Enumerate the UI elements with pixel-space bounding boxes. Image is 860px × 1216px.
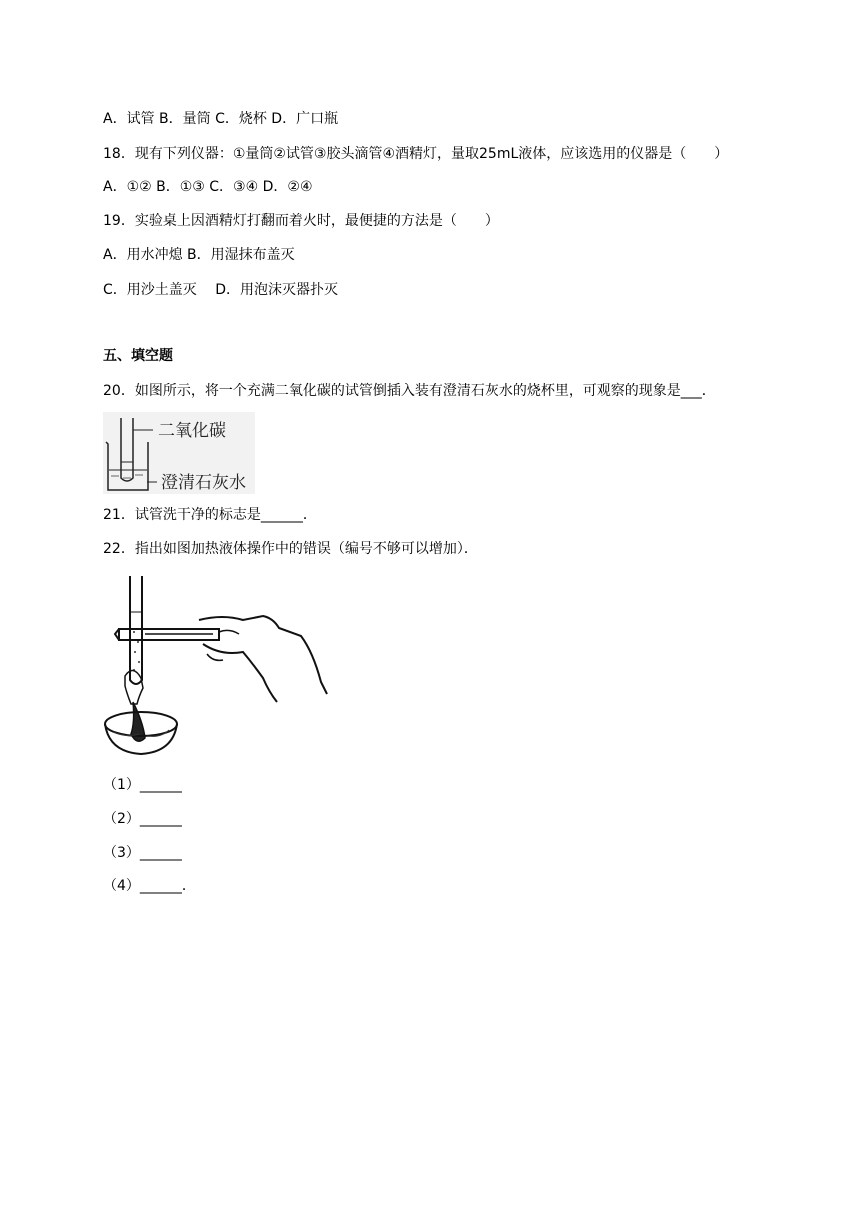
q22-blank-4: （4）______． (103, 878, 196, 894)
section-title: 五、填空题 (103, 348, 173, 364)
q22-figure (103, 572, 331, 758)
limewater-label: 澄清石灰水 (161, 473, 246, 493)
q17-options: A．试管 B．量筒 C．烧杯 D．广口瓶 (103, 111, 339, 127)
q22-blank-3: （3）______ (103, 845, 182, 861)
co2-label: 二氧化碳 (158, 421, 226, 441)
q18-stem: 18．现有下列仪器：①量筒②试管③胶头滴管④酒精灯，量取25mL液体，应该选用的仪器是（ ） (103, 146, 729, 162)
q19-stem: 19．实验桌上因酒精灯打翻而着火时，最便捷的方法是（ ） (103, 213, 499, 229)
q21-stem: 21．试管洗干净的标志是______． (103, 507, 317, 523)
q18-options: A．①② B．①③ C．③④ D．②④ (103, 179, 313, 195)
q19-options-line1: A．用水冲熄 B．用湿抹布盖灭 (103, 247, 295, 263)
heating-test-tube-diagram (103, 572, 331, 758)
q22-blank-1: （1）______ (103, 777, 182, 793)
q20-figure (103, 412, 255, 494)
test-tube-beaker-diagram (103, 412, 255, 494)
q22-stem: 22．指出如图加热液体操作中的错误（编号不够可以增加）． (103, 541, 478, 557)
q19-options-line2: C．用沙土盖灭 D．用泡沫灭器扑灭 (103, 282, 339, 298)
q22-blank-2: （2）______ (103, 811, 182, 827)
q20-stem: 20．如图所示，将一个充满二氧化碳的试管倒插入装有澄清石灰水的烧杯里，可观察的现象是___． (103, 383, 716, 399)
